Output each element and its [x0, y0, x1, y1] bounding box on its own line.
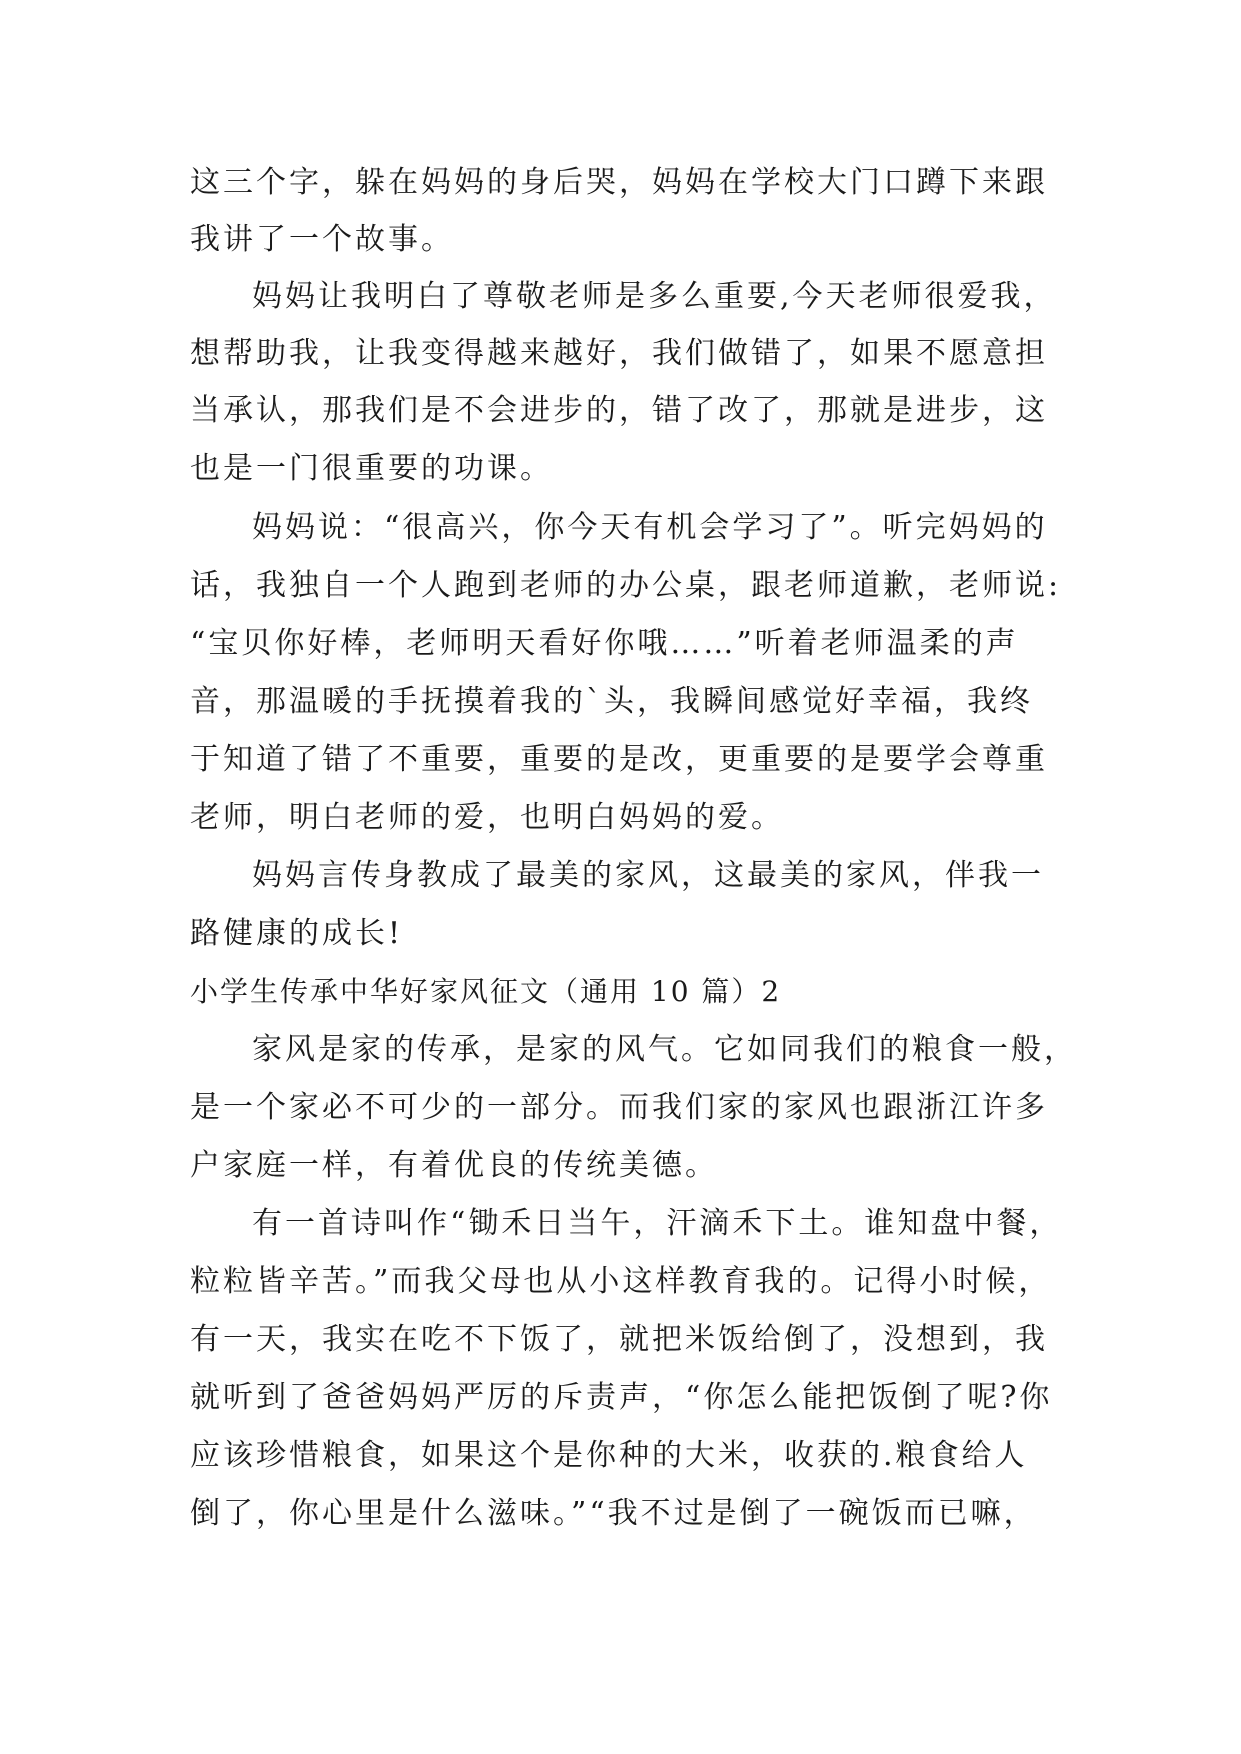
paragraph-line: 妈妈言传身教成了最美的家风，这最美的家风，伴我一: [252, 858, 1044, 893]
paragraph-line: 这三个字，躲在妈妈的身后哭，妈妈在学校大门口蹲下来跟: [190, 165, 1048, 200]
paragraph-line: 是一个家必不可少的一部分。而我们家的家风也跟浙江许多: [190, 1090, 1048, 1125]
paragraph-line: 话，我独自一个人跑到老师的办公桌，跟老师道歉，老师说:: [190, 568, 1062, 603]
paragraph-line: 就听到了爸爸妈妈严厉的斥责声，“你怎么能把饭倒了呢?你: [190, 1380, 1053, 1415]
paragraph-line: 倒了，你心里是什么滋味。”“我不过是倒了一碗饭而已嘛，: [190, 1496, 1037, 1531]
paragraph-line: 想帮助我，让我变得越来越好，我们做错了，如果不愿意担: [190, 336, 1048, 371]
paragraph-line: 应该珍惜粮食，如果这个是你种的大米，收获的.粮食给人: [190, 1438, 1028, 1473]
paragraph-line: 妈妈说：“很高兴，你今天有机会学习了”。听完妈妈的: [252, 510, 1048, 545]
paragraph-line: 于知道了错了不重要，重要的是改，更重要的是要学会尊重: [190, 742, 1048, 777]
paragraph-line: 我讲了一个故事。: [190, 222, 454, 257]
paragraph-line: 妈妈让我明白了尊敬老师是多么重要,今天老师很爱我，: [252, 279, 1057, 314]
paragraph-line: 家风是家的传承，是家的风气。它如同我们的粮食一般，: [252, 1032, 1077, 1067]
paragraph-line: 音，那温暖的手抚摸着我的`头，我瞬间感觉好幸福，我终: [190, 684, 1033, 719]
paragraph-line: 户家庭一样，有着优良的传统美德。: [190, 1148, 718, 1183]
paragraph-line: 粒粒皆辛苦。”而我父母也从小这样教育我的。记得小时候，: [190, 1264, 1052, 1299]
paragraph-line: 有一天，我实在吃不下饭了，就把米饭给倒了，没想到，我: [190, 1322, 1048, 1357]
paragraph-line: 老师，明白老师的爱，也明白妈妈的爱。: [190, 800, 784, 835]
paragraph-line: “宝贝你好棒，老师明天看好你哦……”听着老师温柔的声: [190, 626, 1019, 661]
paragraph-line: 路健康的成长!: [190, 916, 404, 951]
section-heading: 小学生传承中华好家风征文（通用 10 篇）2: [190, 975, 782, 1008]
paragraph-line: 也是一门很重要的功课。: [190, 451, 553, 486]
paragraph-line: 有一首诗叫作“锄禾日当午，汗滴禾下土。谁知盘中餐，: [252, 1206, 1063, 1241]
paragraph-line: 当承认，那我们是不会进步的，错了改了，那就是进步，这: [190, 393, 1048, 428]
